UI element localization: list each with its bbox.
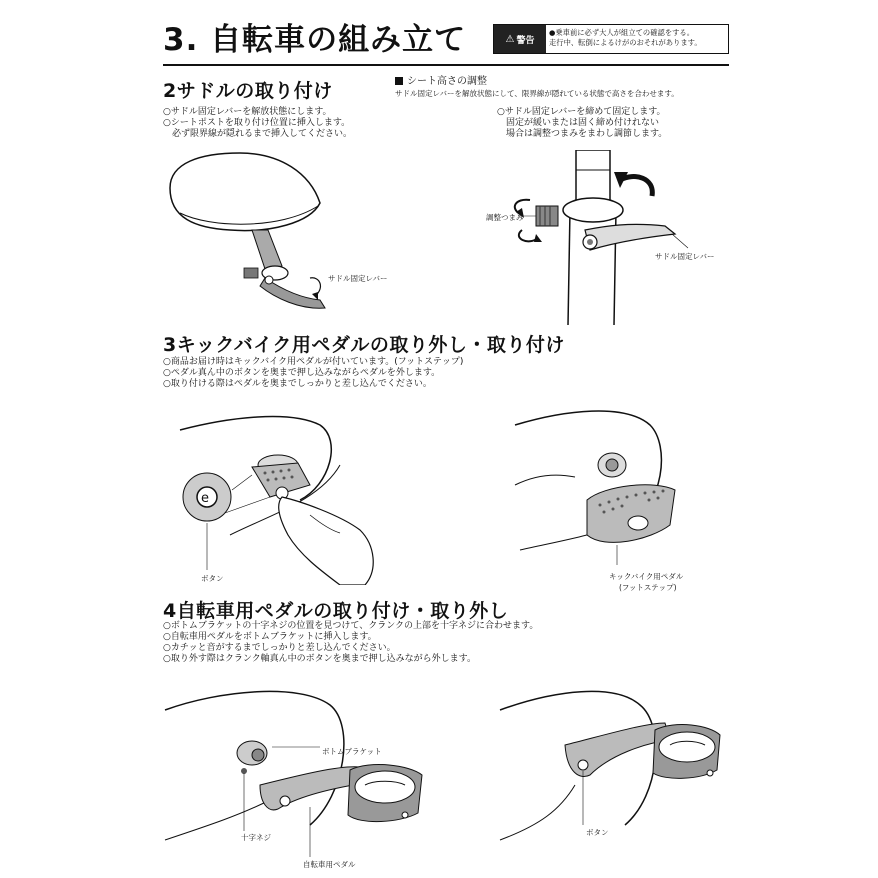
kick-pedal-label: キックバイク用ペダル xyxy=(609,572,684,581)
seat-height-instructions xyxy=(497,107,667,140)
warning-triangle-icon: ⚠ xyxy=(505,33,515,45)
page-title: 3. 自転車の組み立て xyxy=(163,22,467,58)
bike-pedal-attach-illustration xyxy=(160,685,440,875)
adjust-knob-label: 調整つまみ xyxy=(486,213,524,222)
instruction-line: 固定が緩いまたは固く締め付けれない xyxy=(497,118,660,128)
seat-height-heading: シート高さの調整 xyxy=(395,72,487,87)
bike-pedal-heading: 4自転車用ペダルの取り付け・取り外し xyxy=(163,600,509,622)
kick-button-label: ボタン xyxy=(201,574,224,583)
instruction-line: ○取り付ける際はペダルを奥までしっかりと差し込んでください。 xyxy=(163,379,432,389)
bottom-bracket-label: ボトムブラケット xyxy=(322,747,382,756)
seat-height-note: サドル固定レバーを解放状態にして、限界線が隠れている状態で高さを合わせます。 xyxy=(395,89,679,98)
kick-pedal-instructions xyxy=(163,357,463,390)
svg-text:e: e xyxy=(201,491,209,506)
warning-label: 警告 xyxy=(516,35,535,46)
instruction-line: ○カチッと音がするまでしっかりと差し込んでください。 xyxy=(163,643,396,653)
warning-badge xyxy=(494,25,546,53)
instruction-line: 場合は調整つまみをまわし調節します。 xyxy=(497,129,668,139)
kick-pedal-removal-illustration xyxy=(170,405,410,585)
saddle-instructions xyxy=(163,107,352,140)
instruction-line: ○自転車用ペダルをボトムブラケットに挿入します。 xyxy=(163,632,377,642)
bike-pedal-instructions xyxy=(163,621,538,665)
title-rule xyxy=(163,64,729,66)
instruction-line: ○サドル固定レバーを締めて固定します。 xyxy=(497,107,666,117)
saddle-lever-label: サドル固定レバー xyxy=(328,274,388,283)
warning-text xyxy=(546,25,728,53)
saddle-illustration xyxy=(160,148,380,328)
instruction-line: 必ず限界線が隠れるまで挿入してください。 xyxy=(163,129,353,139)
kick-pedal-heading: 3キックバイク用ペダルの取り外し・取り付け xyxy=(163,334,565,356)
instruction-line: ○ペダル真ん中のボタンを奥まで押し込みながらペダルを外します。 xyxy=(163,368,441,378)
saddle-heading: 2サドルの取り付け xyxy=(163,80,333,102)
instruction-line: ○商品お届け時はキックバイク用ペダルが付いています。(フットステップ) xyxy=(163,357,464,367)
kick-pedal-sub-label: (フットステップ) xyxy=(619,583,677,592)
instruction-line: ○ボトムブラケットの十字ネジの位置を見つけて、クランクの上部を十字ネジに合わせます。 xyxy=(163,621,539,631)
warning-line: 走行中、転倒によるけがのおそれがあります。 xyxy=(549,38,702,47)
warning-box xyxy=(493,24,729,54)
kick-pedal-attached-illustration xyxy=(505,405,705,570)
seat-clamp-illustration xyxy=(490,150,740,325)
cross-screw-label: 十字ネジ xyxy=(241,833,271,842)
bike-pedal-attached-illustration xyxy=(495,685,735,865)
instruction-line: ○取り外す際はクランク軸真ん中のボタンを奥まで押し込みながら外します。 xyxy=(163,654,476,664)
square-bullet-icon xyxy=(395,77,403,85)
seat-lever-label: サドル固定レバー xyxy=(655,252,715,261)
instruction-line: ○サドル固定レバーを解放状態にします。 xyxy=(163,107,332,117)
warning-line: ●乗車前に必ず大人が組立ての確認をする。 xyxy=(549,28,695,37)
instruction-line: ○シートポストを取り付け位置に挿入します。 xyxy=(163,118,351,128)
bike-button-label: ボタン xyxy=(586,828,609,837)
bike-pedal-label: 自転車用ペダル xyxy=(303,860,356,869)
